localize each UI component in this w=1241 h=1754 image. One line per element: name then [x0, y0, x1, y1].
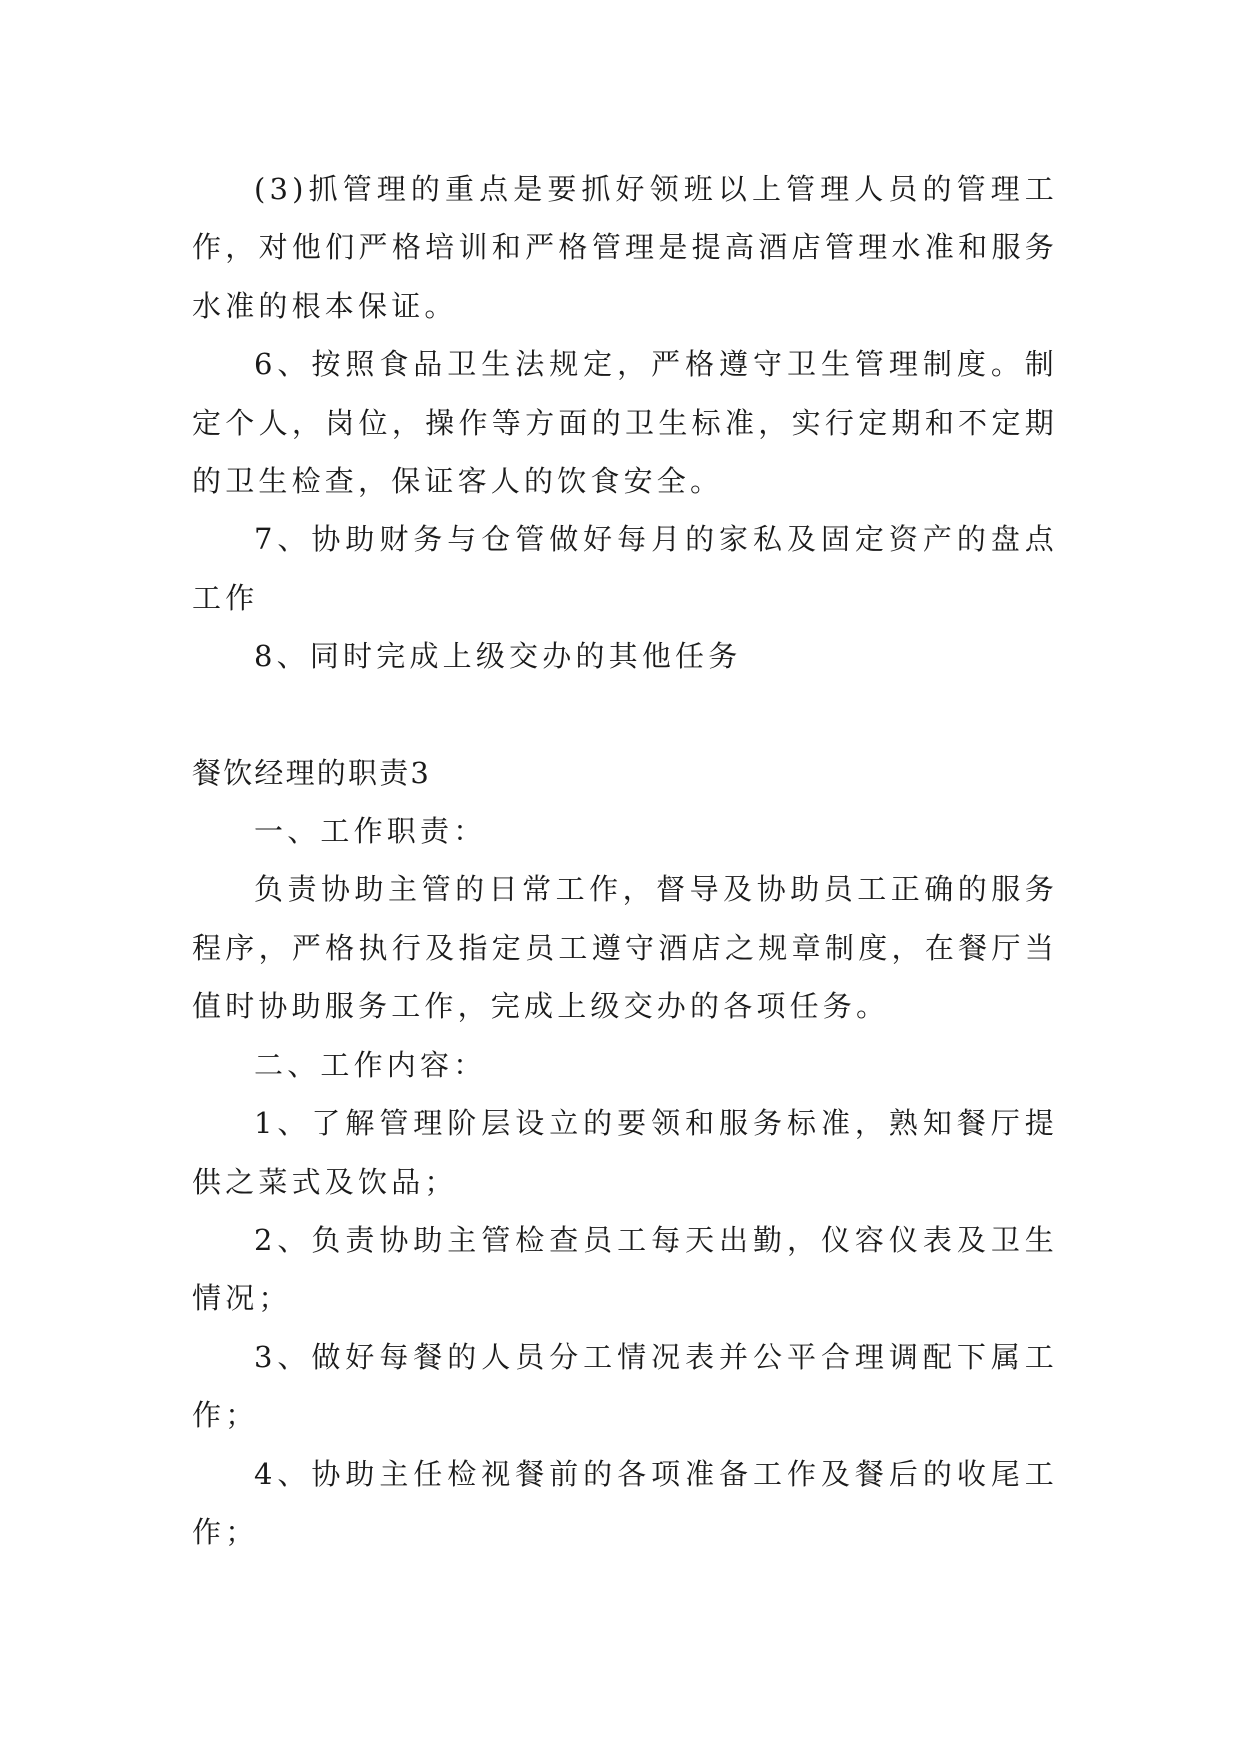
heading-job-content: 二、工作内容：	[254, 1047, 487, 1082]
list-item-1: 1、了解管理阶层设立的要领和服务标准，熟知餐厅提供之菜式及饮品；	[192, 1106, 1058, 1199]
section-title: 餐饮经理的职责3	[192, 755, 432, 790]
paragraph-job-duties: 负责协助主管的日常工作，督导及协助员工正确的服务程序，严格执行及指定员工遵守酒店之规章制度，在餐厅当值时协助服务工作，完成上级交办的各项任务。	[192, 872, 1058, 1024]
paragraph-management-focus: (3)抓管理的重点是要抓好领班以上管理人员的管理工作，对他们严格培训和严格管理是提高酒店管理水准和服务水准的根本保证。	[192, 172, 1058, 323]
section-spacer	[192, 686, 1058, 744]
heading-job-duties: 一、工作职责：	[254, 814, 487, 849]
list-item-3: 3、做好每餐的人员分工情况表并公平合理调配下属工作；	[192, 1339, 1058, 1433]
paragraph-hygiene: 6、按照食品卫生法规定，严格遵守卫生管理制度。制定个人，岗位，操作等方面的卫生标准，实行定期和不定期的卫生检查，保证客人的饮食安全。	[192, 347, 1058, 499]
document-body	[192, 160, 1058, 1561]
paragraph-asset-inventory: 7、协助财务与仓管做好每月的家私及固定资产的盘点工作	[192, 522, 1058, 615]
list-item-2: 2、负责协助主管检查员工每天出勤，仪容仪表及卫生情况；	[192, 1222, 1058, 1316]
paragraph-other-tasks: 8、同时完成上级交办的其他任务	[254, 639, 742, 674]
list-item-4: 4、协助主任检视餐前的各项准备工作及餐后的收尾工作；	[192, 1456, 1058, 1549]
